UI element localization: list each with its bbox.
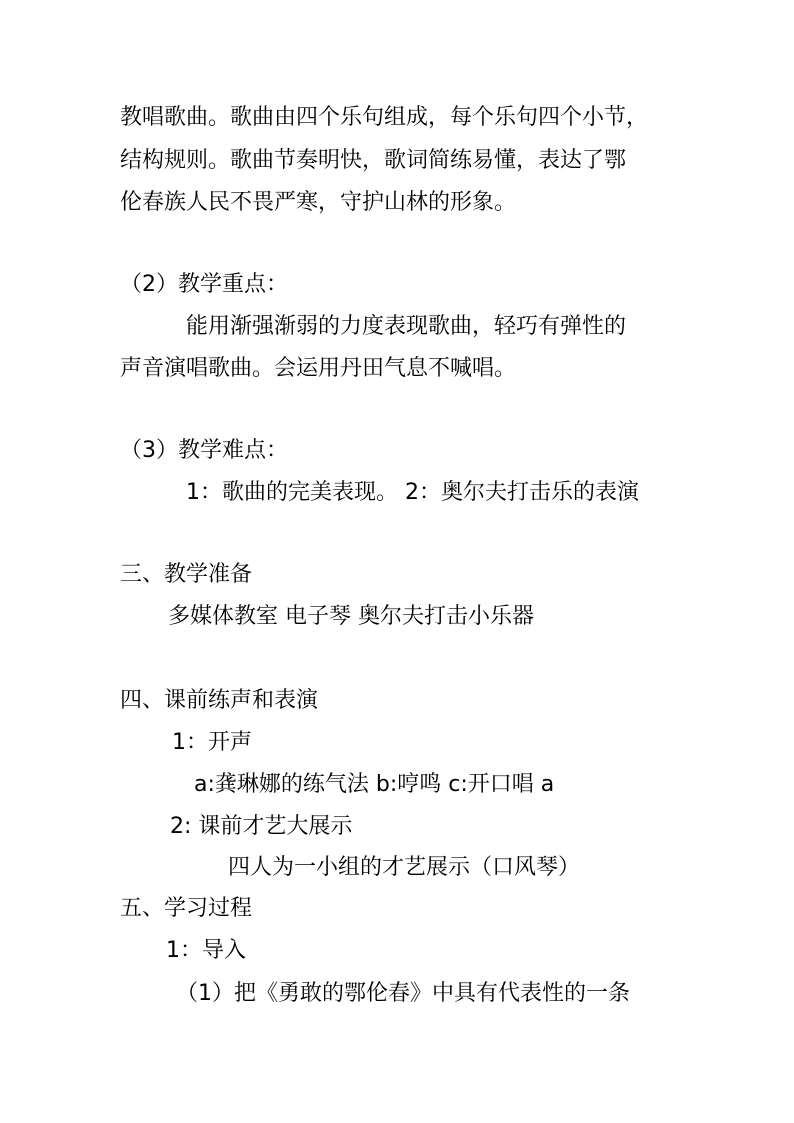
focus-heading: （2）教学重点： — [120, 272, 288, 297]
intro-line-3: 伦春族人民不畏严寒，守护山林的形象。 — [120, 190, 517, 215]
intro-line-1: 教唱歌曲。歌曲由四个乐句组成，每个乐句四个小节， — [120, 105, 649, 130]
warmup-item-2-detail: 四人为一小组的才艺展示（口风琴） — [228, 855, 581, 880]
warmup-item-1: 1：开声 — [172, 730, 252, 755]
process-item-1: 1：导入 — [166, 938, 246, 963]
process-heading: 五、学习过程 — [120, 896, 253, 921]
difficulty-line-1: 1：歌曲的完美表现。 2：奥尔夫打击乐的表演 — [186, 480, 639, 505]
prep-line-1: 多媒体教室 电子琴 奥尔夫打击小乐器 — [168, 604, 534, 629]
prep-heading: 三、教学准备 — [120, 562, 253, 587]
warmup-item-1-detail: a:龚琳娜的练气法 b:哼鸣 c:开口唱 a — [194, 772, 555, 797]
process-item-1-detail: （1）把《勇敢的鄂伦春》中具有代表性的一条 — [176, 981, 630, 1006]
focus-line-1: 能用渐强渐弱的力度表现歌曲，轻巧有弹性的 — [186, 314, 627, 339]
intro-line-2: 结构规则。歌曲节奏明快，歌词简练易懂，表达了鄂 — [120, 148, 627, 173]
warmup-item-2: 2: 课前才艺大展示 — [170, 814, 353, 839]
focus-line-2: 声音演唱歌曲。会运用丹田气息不喊唱。 — [120, 356, 517, 381]
difficulty-heading: （3）教学难点： — [120, 438, 288, 463]
warmup-heading: 四、课前练声和表演 — [120, 688, 319, 713]
